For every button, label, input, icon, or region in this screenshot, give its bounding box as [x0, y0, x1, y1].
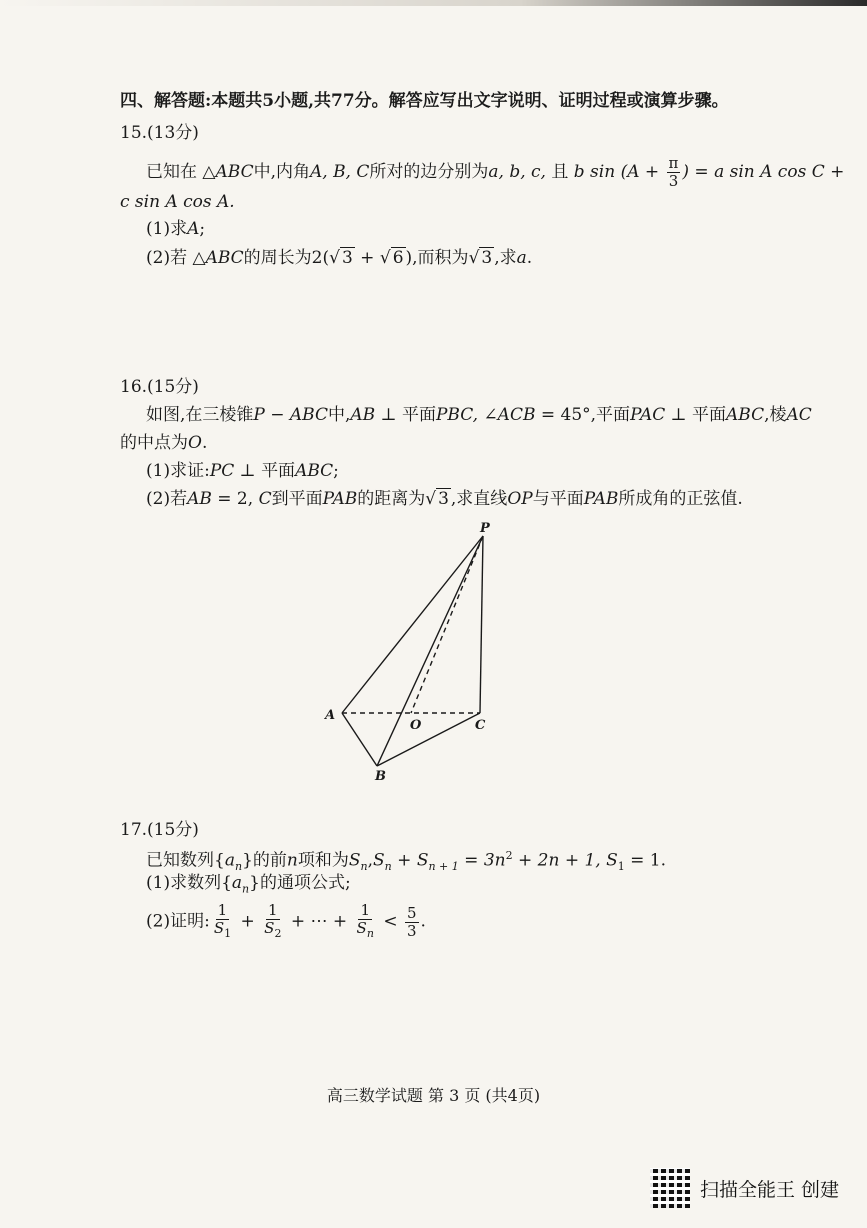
edge-pc — [480, 536, 483, 713]
label-p: P — [480, 522, 490, 536]
edge-bc — [377, 713, 480, 766]
q17-number: 17.(15分) — [120, 820, 199, 840]
watermark-text: 扫描全能王 创建 — [700, 1178, 840, 1201]
q16-line1: 如图,在三棱锥P − ABC中,AB ⊥ 平面PBC, ∠ACB = 45°,平面PAC ⊥ 平面ABC,棱AC — [146, 405, 812, 425]
q15-part1: (1)求A; — [146, 219, 206, 239]
q15-line1: 已知在 △ABC中,内角A, B, C所对的边分别为a, b, c, 且 b sin (A + $\frac{\pi}{3}$ ) = a sin A cos C + — [146, 154, 845, 190]
scan-edge — [0, 0, 867, 6]
q15-line2: c sin A cos A. — [120, 192, 235, 212]
edge-pb — [377, 536, 483, 766]
label-o: O — [410, 718, 422, 733]
qr-code-icon — [650, 1168, 690, 1208]
pi-over-3-fraction: $\frac{\pi}{3}$ — [668, 154, 679, 190]
edge-ab — [342, 713, 377, 766]
page-footer: 高三数学试题 第 3 页 (共4页) — [326, 1086, 541, 1105]
scanner-watermark — [650, 1168, 839, 1208]
q15-part2: (2)若 △ABC的周长为2(√ 3 + √ 6 ),而积为√ 3 ,求a. — [146, 248, 533, 268]
q16-line2: 的中点为O. — [120, 433, 208, 453]
q17-part1: (1)求数列$\{a_n\}$的通项公式; — [146, 873, 351, 896]
q17-line1: 已知数列$\{a_n\}$的前n项和为$S_n,S_n + S_{n + 1} = 3n^2 + 2n + 1$, $S_1 = 1$. — [146, 849, 667, 874]
label-c: C — [475, 718, 486, 733]
edge-pa — [342, 536, 483, 713]
label-a: A — [325, 708, 336, 723]
q15-number: 15.(13分) — [120, 123, 199, 143]
section-header: 四、解答题:本题共5小题,共77分。解答应写出文字说明、证明过程或演算步骤。 — [120, 91, 729, 111]
segment-op — [411, 536, 483, 713]
label-b: B — [375, 769, 386, 782]
q17-part2: (2)证明: $\frac{1}{S_1}$ + $\frac{1}{S_2}$ + ⋯ + $\frac{1}{S_n}$ < $\frac{5}{3}$ . — [146, 901, 426, 940]
q16-part1: (1)求证:PC ⊥ 平面ABC; — [146, 461, 339, 481]
pyramid-figure — [320, 522, 520, 782]
q16-number: 16.(15分) — [120, 377, 199, 397]
q16-part2: (2)若AB = 2, C到平面PAB的距离为√ 3 ,求直线OP与平面PAB所成角的正弦值. — [146, 489, 743, 509]
